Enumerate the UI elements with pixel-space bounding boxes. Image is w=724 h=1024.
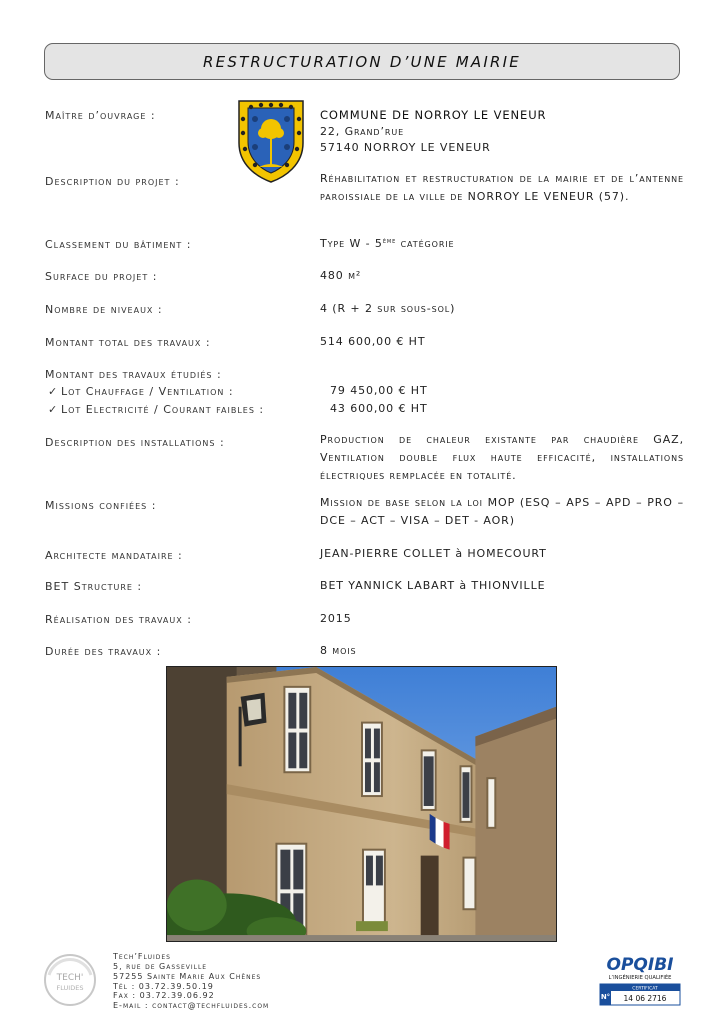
montant-etudies-label: Montant des travaux étudiés : bbox=[45, 368, 222, 381]
check-icon: ✓ bbox=[48, 403, 59, 416]
duree-value: 8 mois bbox=[320, 644, 357, 657]
footer-tel: Tél : 03.72.39.50.19 bbox=[113, 982, 214, 991]
bet-label: BET Structure : bbox=[45, 580, 143, 593]
architecte-value: JEAN-PIERRE COLLET à HOMECOURT bbox=[320, 547, 547, 560]
classement-label: Classement du bâtiment : bbox=[45, 238, 192, 251]
footer-city: 57255 Sainte Marie Aux Chênes bbox=[113, 972, 262, 981]
check-icon: ✓ bbox=[48, 385, 59, 398]
lot-electricite-label: Lot Electricité / Courant faibles : bbox=[61, 403, 265, 416]
niveaux-value: 4 (R + 2 sur sous-sol) bbox=[320, 302, 456, 315]
logo-line1: TECH' bbox=[56, 973, 84, 983]
cert-label: CERTIFICAT bbox=[632, 986, 658, 992]
montant-total-label: Montant total des travaux : bbox=[45, 336, 211, 349]
classement-sup: ème bbox=[382, 237, 397, 245]
techfluides-logo-icon bbox=[43, 953, 97, 1007]
lot-electricite-value: 43 600,00 € HT bbox=[330, 402, 428, 415]
classement-prefix: Type W - 5 bbox=[320, 237, 383, 250]
cert-number: 14 06 2716 bbox=[623, 994, 667, 1003]
lot-electricite bbox=[48, 403, 264, 416]
building-photo bbox=[166, 666, 557, 942]
architecte-label: Architecte mandataire : bbox=[45, 549, 183, 562]
footer-fax: Fax : 03.72.39.06.92 bbox=[113, 991, 215, 1000]
missions-label: Missions confiées : bbox=[45, 499, 157, 512]
lot-chauffage bbox=[48, 385, 234, 398]
installations-value: Production de chaleur existante par chaudière GAZ, Ventilation double flux haute efficacité, installations électriques remplacée en totalité. bbox=[320, 433, 684, 482]
opqibi-brand: OPQIBI bbox=[606, 955, 674, 975]
duree-label: Durée des travaux : bbox=[45, 645, 162, 658]
logo-line2: FLUIDES bbox=[56, 984, 84, 992]
footer-email: E-mail : contact@techfluides.com bbox=[113, 1001, 270, 1010]
maitre-name: COMMUNE DE NORROY LE VENEUR bbox=[320, 108, 547, 122]
opqibi-tagline: L’INGÉNIERIE QUALIFIÉE bbox=[608, 975, 672, 981]
surface-label: Surface du projet : bbox=[45, 270, 158, 283]
missions-value: Mission de base selon la loi MOP (ESQ – APS – APD – PRO – DCE – ACT – VISA – DET - AOR) bbox=[320, 496, 684, 527]
opqibi-logo-icon bbox=[598, 952, 682, 1007]
maitre-street: 22, Grand’rue bbox=[320, 125, 405, 138]
lot-chauffage-value: 79 450,00 € HT bbox=[330, 384, 428, 397]
description-value: Réhabilitation et restructuration de la mairie et de l’antenne paroissiale de la ville de NORROY LE VENEUR (57). bbox=[320, 172, 684, 203]
installations-label: Description des installations : bbox=[45, 436, 225, 449]
lot-chauffage-label: Lot Chauffage / Ventilation : bbox=[61, 385, 234, 398]
maitre-label: Maître d’ouvrage : bbox=[45, 109, 156, 122]
footer-company: Tech’Fluides bbox=[113, 952, 171, 961]
cert-number-prefix: N° bbox=[600, 993, 611, 1001]
title-box bbox=[44, 43, 680, 80]
footer-street: 5, rue de Gasseville bbox=[113, 962, 208, 971]
realisation-label: Réalisation des travaux : bbox=[45, 613, 192, 626]
niveaux-label: Nombre de niveaux : bbox=[45, 303, 163, 316]
montant-total-value: 514 600,00 € HT bbox=[320, 335, 426, 348]
realisation-value: 2015 bbox=[320, 612, 352, 625]
classement-suffix: catégorie bbox=[396, 237, 455, 250]
page-title: RESTRUCTURATION D’UNE MAIRIE bbox=[203, 52, 521, 71]
maitre-city: 57140 NORROY LE VENEUR bbox=[320, 141, 491, 154]
classement-value bbox=[320, 237, 455, 250]
surface-value: 480 m² bbox=[320, 269, 362, 282]
coat-of-arms-icon bbox=[235, 97, 307, 184]
bet-value: BET YANNICK LABART à THIONVILLE bbox=[320, 579, 546, 592]
description-label: Description du projet : bbox=[45, 175, 180, 188]
